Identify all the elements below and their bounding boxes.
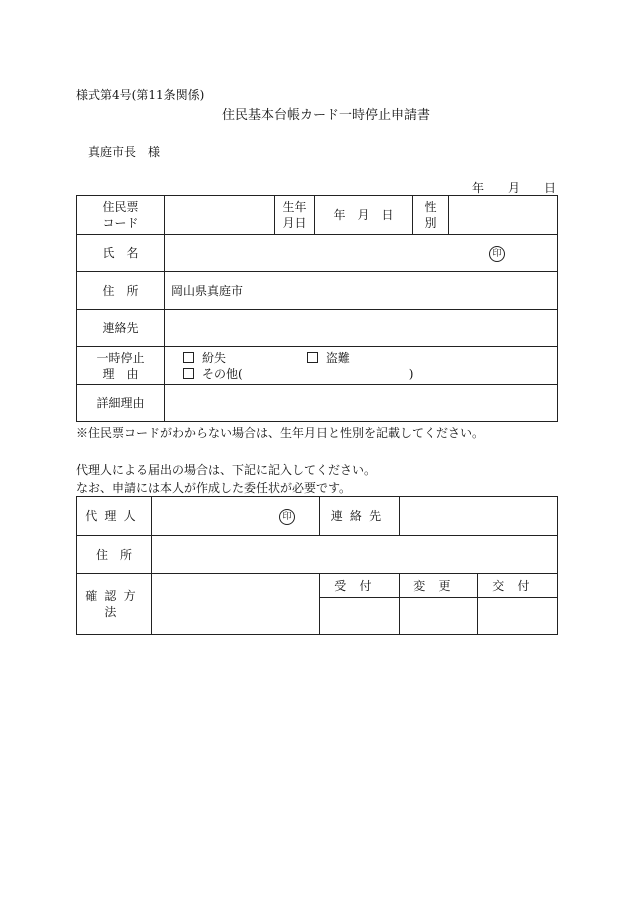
agent-contact-label: 連絡先	[320, 497, 400, 536]
addressee: 真庭市長 様	[88, 145, 161, 159]
other-option[interactable]: その他( )	[183, 366, 551, 382]
change-header: 変更	[400, 574, 478, 598]
seal-icon: 印	[489, 246, 505, 262]
checkbox-icon[interactable]	[183, 352, 194, 363]
address-label: 住 所	[77, 272, 165, 310]
resident-code-label: 住民票 コード	[77, 196, 165, 235]
name-field[interactable]	[165, 235, 558, 272]
agent-address-label: 住 所	[77, 536, 152, 574]
receipt-field[interactable]	[320, 598, 400, 635]
theft-option[interactable]: 盗難	[307, 351, 350, 365]
agent-contact-field[interactable]	[400, 497, 558, 536]
suspension-reason-options	[165, 347, 558, 385]
address-field[interactable]: 岡山県真庭市	[165, 272, 558, 310]
date-line: 年 月 日	[472, 181, 557, 195]
form-number: 様式第4号(第11条関係)	[76, 88, 205, 102]
birthdate-label: 生年 月日	[275, 196, 315, 235]
issue-header: 交付	[478, 574, 558, 598]
agent-table	[76, 496, 558, 635]
note-agent: 代理人による届出の場合は、下記に記入してください。	[76, 463, 377, 477]
verification-method-label: 確認方法	[77, 574, 152, 635]
receipt-header: 受付	[320, 574, 400, 598]
agent-field[interactable]	[152, 497, 320, 536]
lost-option[interactable]: 紛失	[183, 350, 303, 366]
agent-label: 代理人	[77, 497, 152, 536]
seal-icon: 印	[279, 509, 295, 525]
contact-field[interactable]	[165, 310, 558, 347]
contact-label: 連絡先	[77, 310, 165, 347]
suspension-reason-label: 一時停止 理 由	[77, 347, 165, 385]
verification-method-field[interactable]	[152, 574, 320, 635]
name-label: 氏 名	[77, 235, 165, 272]
sex-field[interactable]	[449, 196, 558, 235]
note-power-of-attorney: なお、申請には本人が作成した委任状が必要です。	[76, 481, 352, 495]
checkbox-icon[interactable]	[183, 368, 194, 379]
note-resident-code: ※住民票コードがわからない場合は、生年月日と性別を記載してください。	[76, 426, 485, 440]
detail-reason-field[interactable]	[165, 385, 558, 422]
sex-label: 性 別	[413, 196, 449, 235]
application-table	[76, 195, 558, 422]
page-title: 住民基本台帳カード一時停止申請書	[222, 108, 431, 123]
checkbox-icon[interactable]	[307, 352, 318, 363]
agent-address-field[interactable]	[152, 536, 558, 574]
detail-reason-label: 詳細理由	[77, 385, 165, 422]
resident-code-field[interactable]	[165, 196, 275, 235]
birthdate-field[interactable]: 年 月 日	[315, 196, 413, 235]
change-field[interactable]	[400, 598, 478, 635]
issue-field[interactable]	[478, 598, 558, 635]
